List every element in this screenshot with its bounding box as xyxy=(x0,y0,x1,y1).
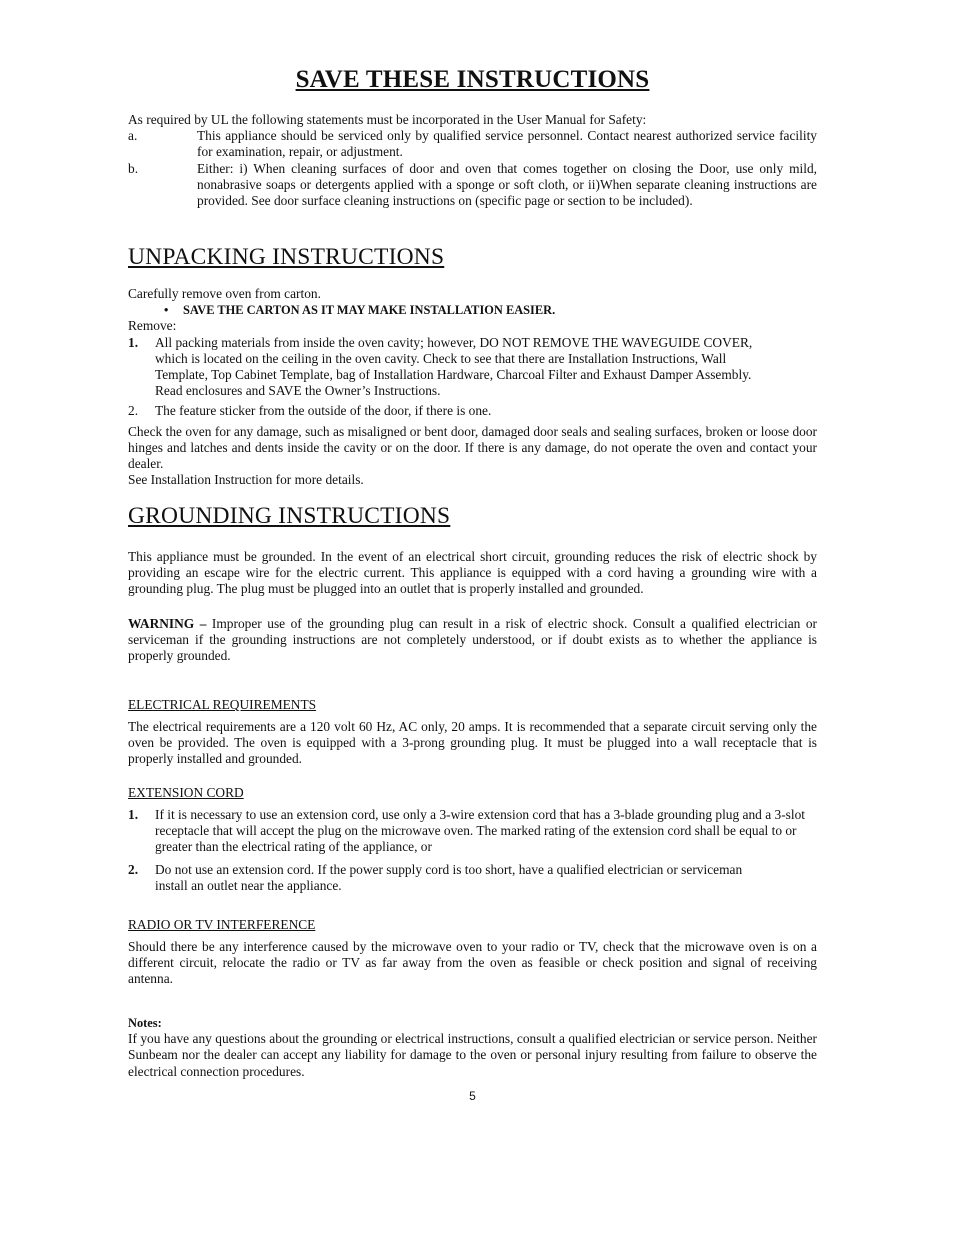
save-item-a xyxy=(128,128,817,160)
extension-item-1 xyxy=(128,807,817,856)
radio-section xyxy=(128,939,817,988)
page-number: 5 xyxy=(469,1089,476,1103)
warning-label: WARNING – xyxy=(128,615,207,631)
bullet-text: SAVE THE CARTON AS IT MAY MAKE INSTALLATION EASIER. xyxy=(183,303,556,318)
page-title: SAVE THESE INSTRUCTIONS xyxy=(295,66,650,93)
remove-label: Remove: xyxy=(128,318,177,334)
item-text: All packing materials from inside the oven cavity; however, DO NOT REMOVE THE WAVEGUIDE COVER, which is located on the ceiling in the oven cavity. Check to see that there are Installation Instructions, Wall Template, Top Cabinet Template, bag of Installation Hardware, Charcoal Filter and Exhaust Damper Assembly. Read enclosures and SAVE the Owner’s Instructions. xyxy=(155,334,753,399)
item-number: 2. xyxy=(128,861,139,877)
unpacking-intro: Carefully remove oven from carton. xyxy=(128,286,321,301)
extension-heading: EXTENSION CORD xyxy=(128,785,244,800)
item-text: Either: i) When cleaning surfaces of door and oven that comes together on closing the Door, use only mild, nonabrasive soaps or detergents applied with a sponge or soft cloth, or ii)When separate cleaning instructions are provided. See door surface cleaning instructions on (specific page or section to be included). xyxy=(197,160,817,209)
save-intro: As required by UL the following statements must be incorporated in the User Manual for Safety: xyxy=(128,112,647,127)
warning-paragraph xyxy=(128,616,817,665)
extension-section xyxy=(128,807,817,894)
damage-check-text: Check the oven for any damage, such as misaligned or bent door, damaged door seals and sealing surfaces, broken or loose door hinges and latches and dents inside the cavity or on the door. If there is any damage, do not operate the oven and contact your dealer. xyxy=(128,423,817,472)
item-text: Do not use an extension cord. If the power supply cord is too short, have a qualified electrician or serviceman install an outlet near the appliance. xyxy=(155,861,743,893)
bullet-icon: • xyxy=(164,303,169,318)
save-item-b xyxy=(128,161,817,210)
grounding-paragraph: This appliance must be grounded. In the event of an electrical short circuit, grounding reduces the risk of electric shock by providing an escape wire for the electric current. This appliance is equipped with a cord having a grounding wire with a grounding plug. The plug must be plugged into an outlet that is properly installed and grounded. xyxy=(128,549,817,597)
item-number: 2. xyxy=(128,403,139,419)
radio-text: Should there be any interference caused by the microwave oven to your radio or TV, check that the microwave oven is on a different circuit, relocate the radio or TV as far away from the oven as feasible or check position and signal of receiving antenna. xyxy=(128,939,817,987)
item-number: 1. xyxy=(128,334,139,350)
unpacking-item-2 xyxy=(128,403,817,419)
notes-section xyxy=(128,1015,817,1080)
item-text: If it is necessary to use an extension cord, use only a 3-wire extension cord that has a 3-blade grounding plug and a 3-slot receptacle that will accept the plug on the microwave oven. The marked rating of the extension cord shall be equal to or greater than the electrical rating of the appliance, or xyxy=(155,807,806,855)
grounding-heading: GROUNDING INSTRUCTIONS xyxy=(128,503,451,529)
grounding-section xyxy=(128,549,817,664)
item-text: The feature sticker from the outside of the door, if there is one. xyxy=(155,403,492,419)
item-number: 1. xyxy=(128,807,139,822)
electrical-text: The electrical requirements are a 120 volt 60 Hz, AC only, 20 amps. It is recommended that a separate circuit serving only the oven be provided. The oven is equipped with a 3-prong grounding plug. It must be plugged into a wall receptacle that is properly installed and grounded. xyxy=(128,719,817,767)
electrical-section xyxy=(128,719,817,768)
radio-heading: RADIO OR TV INTERFERENCE xyxy=(128,917,316,932)
warning-text: Improper use of the grounding plug can result in a risk of electric shock. Consult a qualified electrician or serviceman if the grounding instructions are not completely understood, or if doubt exists as to whether the appliance is properly grounded. xyxy=(128,615,818,664)
unpacking-heading: UNPACKING INSTRUCTIONS xyxy=(128,244,445,270)
extension-item-2 xyxy=(128,862,817,894)
unpacking-section xyxy=(128,286,817,488)
electrical-heading: ELECTRICAL REQUIREMENTS xyxy=(128,697,317,712)
bullet-item xyxy=(128,302,817,318)
item-label: b. xyxy=(128,160,139,176)
see-installation-text: See Installation Instruction for more details. xyxy=(128,472,364,488)
item-text: This appliance should be serviced only by qualified service personnel. Contact nearest authorized service facility for examination, repair, or adjustment. xyxy=(197,128,817,160)
save-section xyxy=(128,112,817,209)
item-label: a. xyxy=(128,128,138,144)
unpacking-item-1 xyxy=(128,335,817,400)
notes-label: Notes: xyxy=(128,1016,162,1030)
notes-text: If you have any questions about the grounding or electrical instructions, consult a qualified electrician or service person. Neither Sunbeam nor the dealer can accept any liability for damage to the oven or personal injury resulting from failure to observe the electrical connection procedures. xyxy=(128,1031,817,1079)
